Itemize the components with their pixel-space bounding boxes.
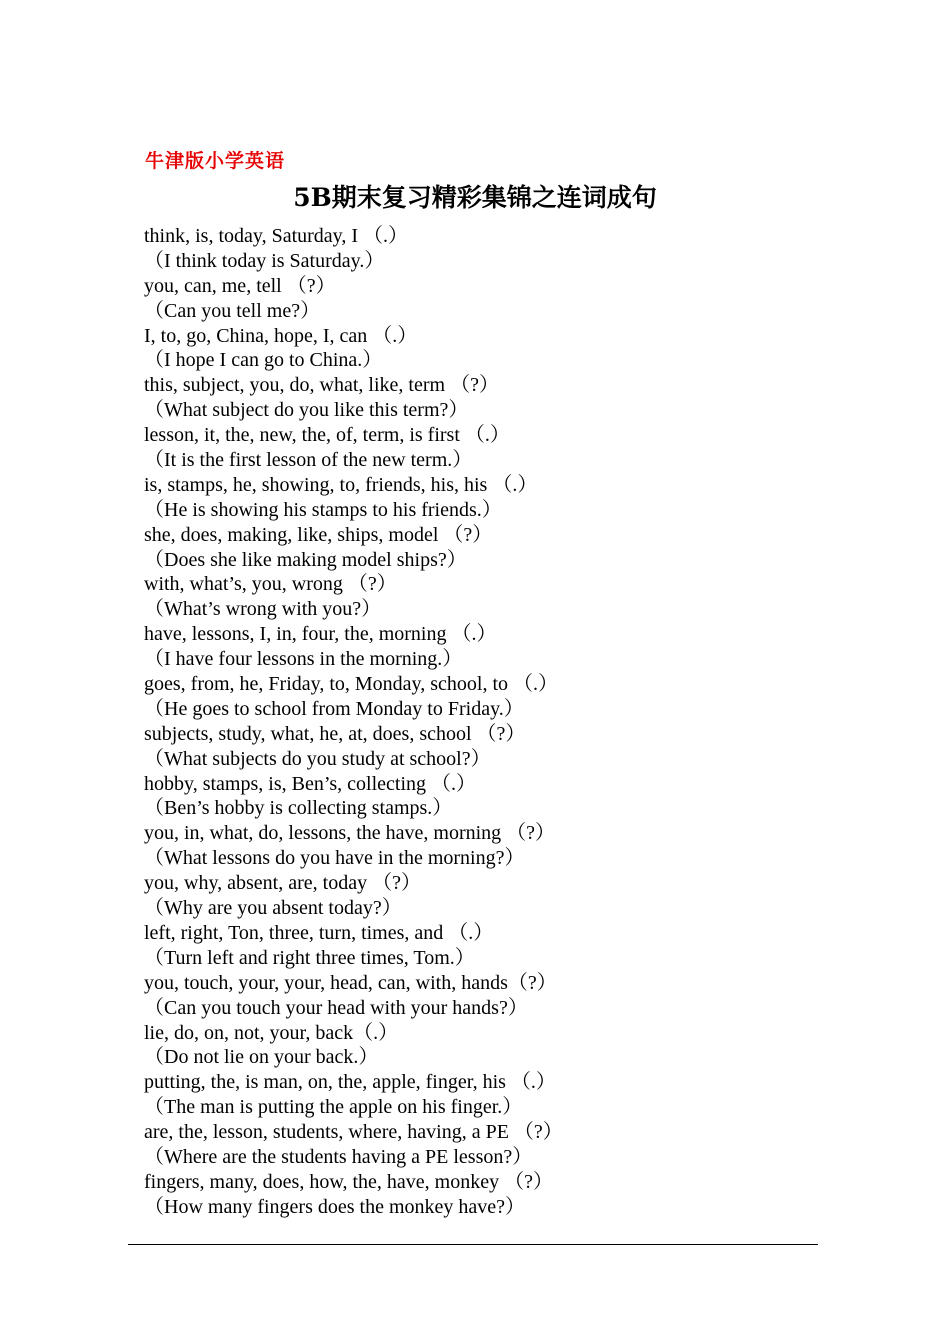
exercise-prompt: have, lessons, I, in, four, the, morning （.） (144, 623, 497, 646)
exercise-answer: （Does she like making model ships?） (144, 548, 467, 571)
exercise-prompt: this, subject, you, do, what, like, term （?） (144, 374, 499, 397)
exercise-prompt: think, is, today, Saturday, I （.） (144, 225, 409, 247)
header-label: 牛津版小学英语 (145, 150, 286, 172)
exercise-answer: （What lessons do you have in the morning?） (144, 847, 525, 870)
document-title: 5B期末复习精彩集锦之连词成句 (293, 183, 657, 212)
exercise-prompt: you, in, what, do, lessons, the have, morning （?） (144, 822, 556, 845)
exercise-answer: （The man is putting the apple on his finger.） (144, 1096, 523, 1119)
exercise-answer: （He goes to school from Monday to Friday.） (144, 697, 524, 720)
exercise-answer: （What subject do you like this term?） (144, 399, 469, 422)
exercise-answer: （Can you touch your head with your hands?） (144, 996, 528, 1019)
exercise-prompt: you, why, absent, are, today （?） (144, 872, 421, 895)
exercise-prompt: you, touch, your, your, head, can, with, hands（?） (144, 971, 557, 994)
exercise-answer: （It is the first lesson of the new term.） (144, 449, 473, 472)
exercise-prompt: left, right, Ton, three, turn, times, and （.） (144, 921, 494, 944)
exercise-answer: （Turn left and right three times, Tom.） (144, 946, 475, 969)
exercise-answer: （I think today is Saturday.） (144, 249, 385, 272)
exercise-answer: （How many fingers does the monkey have?） (144, 1195, 526, 1218)
footer-divider (128, 1244, 818, 1245)
exercise-prompt: is, stamps, he, showing, to, friends, his, his （.） (144, 473, 538, 496)
exercise-answer: （What subjects do you study at school?） (144, 747, 491, 770)
exercise-prompt: are, the, lesson, students, where, having, a PE （?） (144, 1121, 563, 1144)
exercise-answer: （I hope I can go to China.） (144, 349, 383, 372)
exercise-answer: （Why are you absent today?） (144, 897, 402, 920)
exercise-answer: （Where are the students having a PE lesson?） (144, 1145, 533, 1168)
exercise-answer: （Ben’s hobby is collecting stamps.） (144, 797, 453, 820)
exercise-prompt: subjects, study, what, he, at, does, school （?） (144, 722, 526, 745)
exercise-prompt: lie, do, on, not, your, back（.） (144, 1021, 399, 1044)
exercise-prompt: she, does, making, like, ships, model （?） (144, 523, 493, 546)
exercise-answer: （Can you tell me?） (144, 299, 321, 322)
exercise-list (144, 224, 834, 1220)
exercise-prompt: lesson, it, the, new, the, of, term, is first （.） (144, 424, 510, 447)
exercise-prompt: goes, from, he, Friday, to, Monday, school, to （.） (144, 673, 559, 696)
exercise-prompt: putting, the, is man, on, the, apple, finger, his （.） (144, 1071, 556, 1094)
exercise-answer: （Do not lie on your back.） (144, 1046, 379, 1069)
exercise-answer: （He is showing his stamps to his friends.） (144, 498, 502, 521)
exercise-answer: （What’s wrong with you?） (144, 598, 382, 621)
exercise-prompt: with, what’s, you, wrong （?） (144, 573, 397, 596)
exercise-prompt: hobby, stamps, is, Ben’s, collecting （.） (144, 772, 477, 795)
exercise-prompt: fingers, many, does, how, the, have, monkey （?） (144, 1170, 553, 1193)
exercise-answer: （I have four lessons in the morning.） (144, 648, 463, 671)
exercise-prompt: you, can, me, tell （?） (144, 274, 336, 297)
exercise-prompt: I, to, go, China, hope, I, can （.） (144, 324, 418, 347)
